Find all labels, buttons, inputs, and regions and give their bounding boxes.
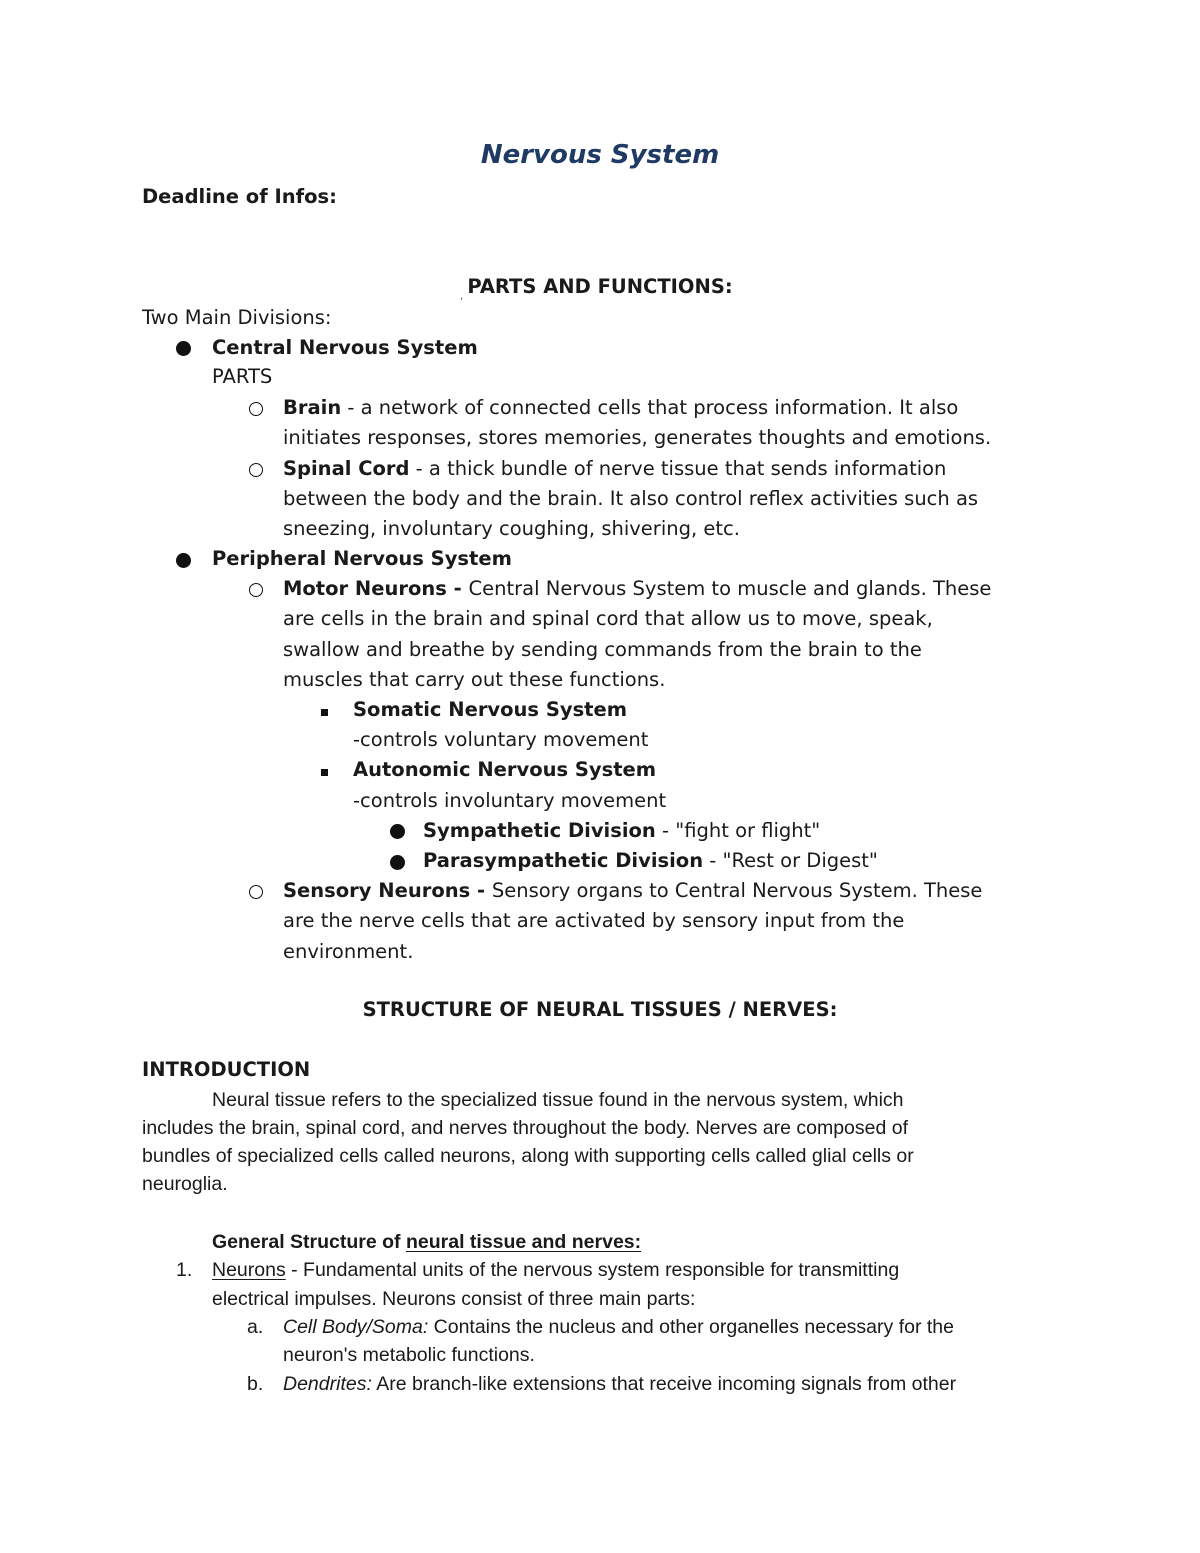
two-main-divisions: Two Main Divisions: [142,306,332,329]
somatic-desc: -controls voluntary movement [353,728,649,751]
disc-bullet-icon [176,553,191,568]
structure-heading: STRUCTURE OF NEURAL TISSUES / NERVES: [362,998,838,1021]
autonomic-label: Autonomic Nervous System [353,758,657,781]
item-1-line-1: Neurons - Fundamental units of the nervous system responsible for transmitting [212,1259,900,1281]
spinal-line-2: between the body and the brain. It also control reflex activities such as [283,487,979,510]
motor-line-2: are cells in the brain and spinal cord that allow us to move, speak, [283,607,933,630]
somatic-label: Somatic Nervous System [353,698,628,721]
cns-label: Central Nervous System [212,336,478,359]
motor-line-3: swallow and breathe by sending commands from the brain to the [283,638,922,661]
sympathetic-line: Sympathetic Division - "fight or flight" [423,819,821,842]
circle-bullet-icon [249,402,263,416]
disc-bullet-icon [390,824,405,839]
sensory-line-3: environment. [283,940,414,963]
spinal-line-1: Spinal Cord - a thick bundle of nerve tissue that sends information [283,457,947,480]
item-a-number: a. [247,1316,264,1338]
item-b-number: b. [247,1373,264,1395]
item-1-number: 1. [176,1259,193,1281]
intro-heading: INTRODUCTION [142,1058,311,1081]
spinal-line-3: sneezing, involuntary coughing, shivering, etc. [283,517,740,540]
intro-line-4: neuroglia. [142,1173,228,1195]
motor-line-4: muscles that carry out these functions. [283,668,666,691]
circle-bullet-icon [249,583,263,597]
item-a-line-2: neuron's metabolic functions. [283,1344,535,1366]
square-bullet-icon [321,769,328,776]
sensory-line-1: Sensory Neurons - Sensory organs to Central Nervous System. These [283,879,983,902]
motor-line-1: Motor Neurons - Central Nervous System to muscle and glands. These [283,577,992,600]
disc-bullet-icon [390,855,405,870]
disc-bullet-icon [176,341,191,356]
intro-line-3: bundles of specialized cells called neurons, along with supporting cells called glial cells or [142,1145,914,1167]
pns-label: Peripheral Nervous System [212,547,512,570]
intro-line-1: Neural tissue refers to the specialized tissue found in the nervous system, which [212,1089,904,1111]
item-a-line-1: Cell Body/Soma: Contains the nucleus and other organelles necessary for the [283,1316,954,1338]
square-bullet-icon [321,709,328,716]
deadline-label: Deadline of Infos: [142,185,337,208]
item-1-line-2: electrical impulses. Neurons consist of three main parts: [212,1288,696,1310]
brain-line-2: initiates responses, stores memories, generates thoughts and emotions. [283,426,992,449]
brain-line-1: Brain - a network of connected cells that process information. It also [283,396,959,419]
stray-mark: , [460,291,464,302]
sensory-line-2: are the nerve cells that are activated by sensory input from the [283,909,905,932]
cns-parts: PARTS [212,365,273,388]
circle-bullet-icon [249,885,263,899]
circle-bullet-icon [249,463,263,477]
document-title: Nervous System [480,140,720,170]
parts-heading: PARTS AND FUNCTIONS: [467,275,733,298]
item-b-line-1: Dendrites: Are branch-like extensions that receive incoming signals from other [283,1373,957,1395]
autonomic-desc: -controls involuntary movement [353,789,667,812]
intro-line-2: includes the brain, spinal cord, and nerves throughout the body. Nerves are composed of [142,1117,909,1139]
parasympathetic-line: Parasympathetic Division - "Rest or Digest" [423,849,878,872]
general-heading: General Structure of neural tissue and nerves: [212,1231,642,1253]
